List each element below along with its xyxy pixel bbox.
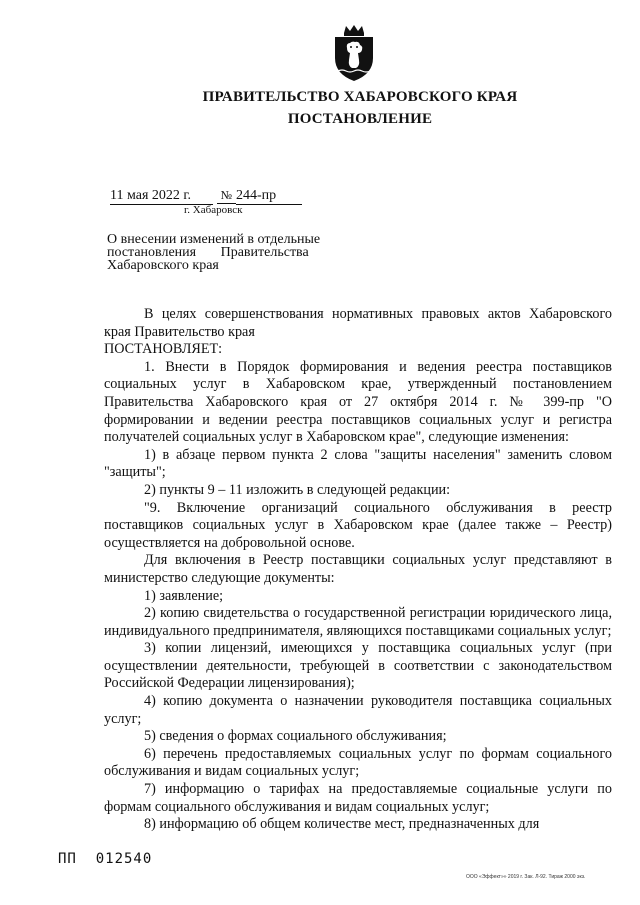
khabarovsk-coat-of-arms-icon — [332, 24, 376, 82]
document-body — [104, 306, 612, 834]
list-item-4: 4) копию документа о назначении руководителя поставщика социальных услуг; — [104, 693, 612, 727]
form-serial-code: ПП 012540 — [58, 851, 153, 867]
list-item-6: 6) перечень предоставляемых социальных услуг по формам социального обслуживания и видам социальных услуг; — [104, 745, 612, 780]
number-sign: № — [217, 188, 236, 204]
document-number: 244-пр — [236, 188, 302, 205]
subject-line-2: постановления Правительства — [107, 245, 309, 260]
paragraph-subitem-2: 2) пункты 9 – 11 изложить в следующей редакции: — [144, 481, 451, 498]
document-subject — [107, 233, 339, 272]
list-item-7: 7) информацию о тарифах на предоставляемые социальные услуги по формам социального обслуживания и видам социальных услуг; — [104, 781, 612, 815]
document-city: г. Хабаровск — [184, 204, 243, 216]
paragraph-subitem-1: 1) в абзаце первом пункта 2 слова "защиты населения" заменить словом "защиты"; — [104, 446, 612, 481]
paragraph-documents-intro: Для включения в Реестр поставщики социальных услуг представляют в министерство следующие документы: — [104, 552, 612, 586]
date-number-line — [110, 188, 302, 205]
paragraph-item-1: 1. Внести в Порядок формирования и ведения реестра поставщиков социальных услуг в Хабаровском крае, утвержденный постановлением Правительства Хабаровского края от 27 октября 2014 г. № 399-пр "О формировании и ведении реестра поставщиков социальных услуг и регистра получателей социальных услуг в Хабаровском крае", следующие изменения: — [104, 358, 612, 446]
subject-line-1: О внесении изменений в отдельные — [107, 232, 321, 247]
paragraph-preamble: В целях совершенствования нормативных правовых актов Хабаровского края Правительство края — [104, 306, 612, 340]
paragraph-resolves: ПОСТАНОВЛЯЕТ: — [104, 341, 223, 358]
list-item-8: 8) информацию об общем количестве мест, предназначенных для — [144, 816, 540, 833]
paragraph-point-9: "9. Включение организаций социального обслуживания в реестр поставщиков социальных услуг в Хабаровском крае (далее также – Реестр) осуществляется на добровольной основе. — [104, 499, 612, 551]
subject-line-3: Хабаровского края — [107, 258, 219, 273]
list-item-2: 2) копию свидетельства о государственной регистрации юридического лица, индивидуального предпринимателя, являющихся поставщиками социальных услуг; — [104, 605, 612, 639]
government-title: ПРАВИТЕЛЬСТВО ХАБАРОВСКОГО КРАЯ — [202, 89, 518, 105]
list-item-3: 3) копии лицензий, имеющихся у поставщика социальных услуг (при осуществлении деятельности, требующей в соответствии с законодательством Российской Федерации лицензирования); — [104, 640, 612, 692]
list-item-1: 1) заявление; — [144, 587, 224, 604]
document-type: ПОСТАНОВЛЕНИЕ — [287, 111, 433, 127]
list-item-5: 5) сведения о формах социального обслуживания; — [144, 728, 447, 745]
date-gap-line — [195, 188, 213, 205]
print-imprint: ООО «Эффект»» 2019 г. Зак. Л-92. Тираж 2000 экз. — [466, 874, 586, 880]
document-date: 11 мая 2022 г. — [110, 188, 195, 205]
